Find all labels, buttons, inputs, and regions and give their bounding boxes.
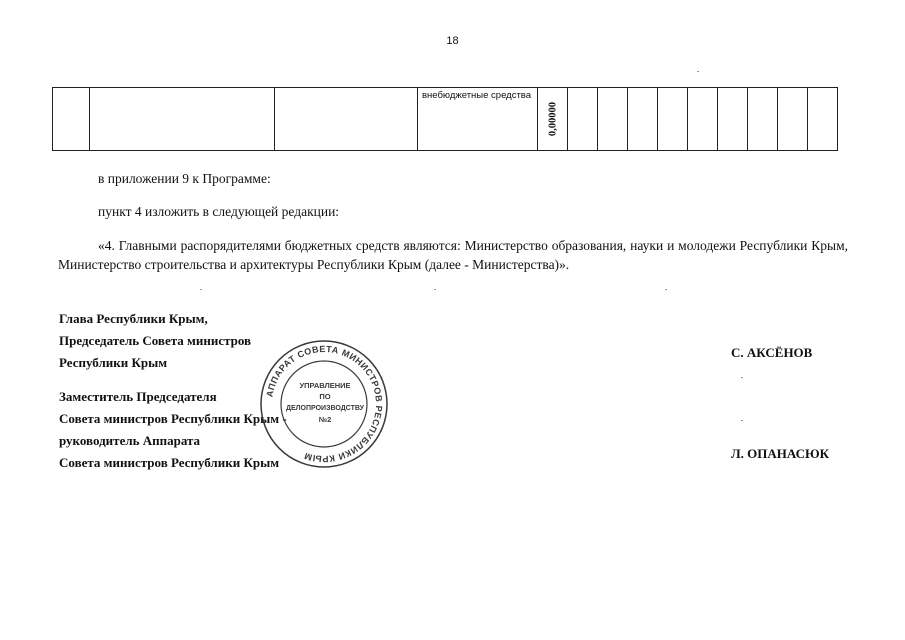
table-cell [90,88,275,151]
table-cell [568,88,598,151]
stamp-outer-ring [261,341,387,467]
table-cell [628,88,658,151]
signatory-title-1 [59,308,251,374]
amount-value: 0,00000 [547,101,558,137]
title-line: Совета министров Республики Крым - [59,411,287,426]
table-cell [53,88,90,151]
table-cell [275,88,418,151]
table-cell [808,88,838,151]
official-stamp [258,338,390,470]
signatory-name-1: С. АКСЁНОВ [731,345,813,360]
table-cell [658,88,688,151]
page-number: 18 [446,35,459,47]
title-line: Председатель Совета министров [59,333,252,348]
signatory-name-2: Л. ОПАНАСЮК [731,446,830,461]
budget-table [52,87,838,151]
amended-paragraph: «4. Главными распорядителями бюджетных средств являются: Министерство образования, науки и молодежи Республики Крым, Министерство строительства и архитектуры Республики Крым (далее - Министерства)». [58,238,848,272]
signatory-title-2 [59,386,287,474]
stamp-inner-ring [281,361,367,447]
appendix-line: в приложении 9 к Программе: [98,171,271,186]
scan-speck [697,71,699,72]
title-line: руководитель Аппарата [59,433,201,448]
table-row [53,88,838,151]
stamp-inner-line: ПО [319,392,331,401]
title-line: Глава Республики Крым, [59,311,208,326]
table-cell [598,88,628,151]
table-cell [778,88,808,151]
scan-speck [741,377,743,378]
table-cell [688,88,718,151]
funding-source-cell: внебюджетные средства [418,88,538,151]
scan-speck [741,420,743,421]
title-line: Заместитель Председателя [59,389,217,404]
scan-speck [665,289,667,290]
title-line: Совета министров Республики Крым [59,455,280,470]
scan-speck [200,289,202,290]
table-cell [718,88,748,151]
table-cell [748,88,778,151]
amount-cell [538,88,568,151]
instruction-line: пункт 4 изложить в следующей редакции: [98,204,340,219]
stamp-inner-line: №2 [318,415,332,424]
stamp-inner-line: УПРАВЛЕНИЕ [299,381,351,390]
title-line: Республики Крым [59,355,168,370]
stamp-outer-text: АППАРАТ СОВЕТА МИНИСТРОВ РЕСПУБЛИКИ КРЫМ [264,343,385,465]
stamp-inner-line: ДЕЛОПРОИЗВОДСТВУ [285,405,365,412]
scan-speck [434,289,436,290]
